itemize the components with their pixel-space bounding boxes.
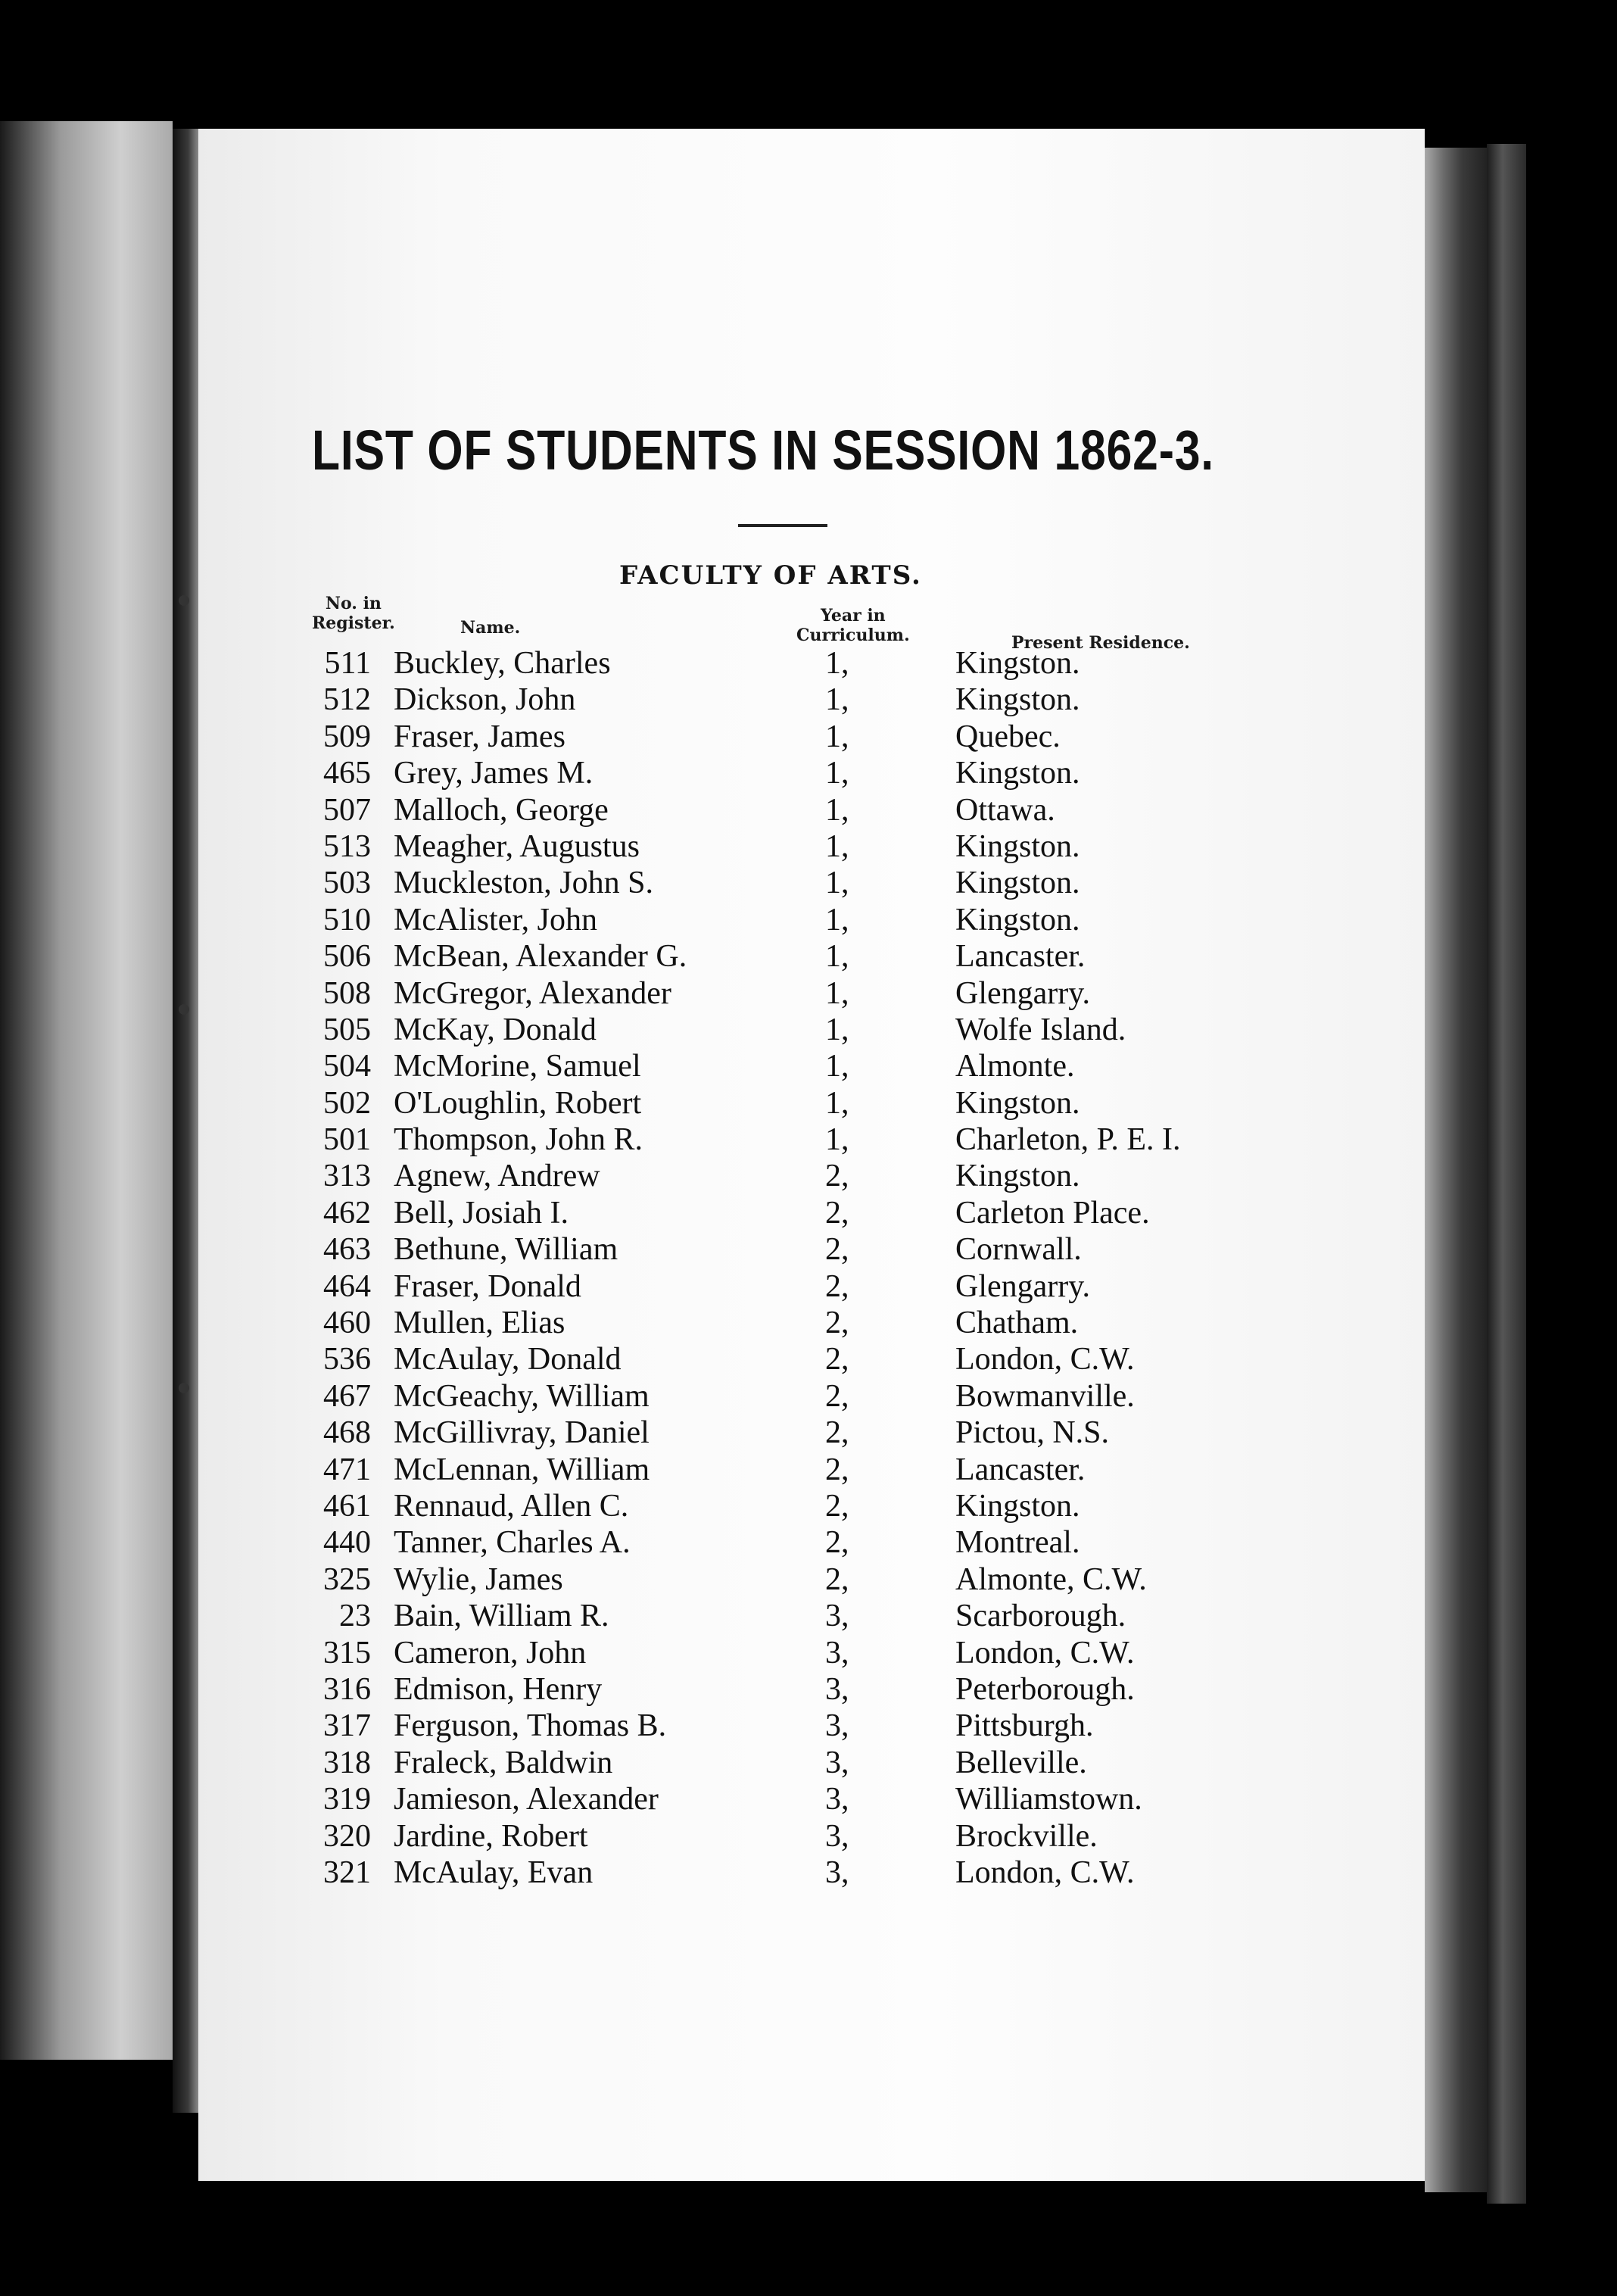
curriculum-year: 3, (825, 1671, 849, 1707)
present-residence: Kingston. (955, 646, 1080, 681)
column-header-year (796, 606, 910, 645)
curriculum-year: 1, (825, 1049, 849, 1084)
present-residence: Belleville. (955, 1745, 1087, 1780)
curriculum-year: 1, (825, 1012, 849, 1047)
present-residence: Lancaster. (955, 939, 1086, 975)
curriculum-year: 2, (825, 1561, 849, 1597)
register-number: 23 (339, 1599, 371, 1634)
page-edges (1425, 148, 1487, 2192)
student-row (303, 1085, 1287, 1121)
header-number-line1: No. in (325, 594, 382, 613)
curriculum-year: 2, (825, 1159, 849, 1194)
curriculum-year: 1, (825, 682, 849, 718)
student-name: Bain, William R. (394, 1599, 609, 1634)
curriculum-year: 2, (825, 1232, 849, 1268)
register-number: 440 (323, 1525, 371, 1561)
curriculum-year: 1, (825, 1122, 849, 1158)
register-number: 315 (323, 1635, 371, 1671)
student-row (303, 1341, 1287, 1377)
register-number: 512 (323, 682, 371, 718)
student-row (303, 865, 1287, 901)
present-residence: Kingston. (955, 866, 1080, 901)
present-residence: Lancaster. (955, 1452, 1086, 1487)
student-row (303, 1378, 1287, 1415)
present-residence: Brockville. (955, 1818, 1098, 1854)
student-name: Bell, Josiah I. (394, 1195, 569, 1231)
register-number: 319 (323, 1782, 371, 1817)
curriculum-year: 2, (825, 1306, 849, 1341)
curriculum-year: 3, (825, 1635, 849, 1671)
register-number: 507 (323, 792, 371, 828)
binding-hole (179, 1004, 189, 1015)
binding-hole (179, 1383, 189, 1393)
student-row (303, 1524, 1287, 1561)
student-row (303, 1231, 1287, 1268)
student-row (303, 1305, 1287, 1341)
header-year-line1: Year in (821, 606, 886, 625)
present-residence: Quebec. (955, 719, 1061, 754)
student-row (303, 1195, 1287, 1231)
student-row (303, 755, 1287, 791)
present-residence: Carleton Place. (955, 1195, 1150, 1231)
student-name: McAlister, John (394, 902, 597, 937)
register-number: 506 (323, 939, 371, 975)
student-row (303, 682, 1287, 718)
curriculum-year: 1, (825, 939, 849, 975)
student-row (303, 1708, 1287, 1744)
student-row (303, 938, 1287, 975)
register-number: 468 (323, 1415, 371, 1451)
register-number: 467 (323, 1378, 371, 1414)
register-number: 510 (323, 902, 371, 937)
student-name: Edmison, Henry (394, 1671, 603, 1707)
student-name: Ferguson, Thomas B. (394, 1708, 667, 1744)
register-number: 501 (323, 1122, 371, 1158)
student-row (303, 1048, 1287, 1084)
student-row (303, 1561, 1287, 1598)
register-number: 511 (324, 646, 371, 681)
present-residence: Wolfe Island. (955, 1012, 1126, 1047)
student-name: O'Loughlin, Robert (394, 1085, 642, 1121)
curriculum-year: 2, (825, 1378, 849, 1414)
title-rule (738, 524, 827, 527)
student-name: McLennan, William (394, 1452, 650, 1487)
student-name: McGeachy, William (394, 1378, 650, 1414)
register-number: 461 (323, 1488, 371, 1524)
register-number: 317 (323, 1708, 371, 1744)
present-residence: London, C.W. (955, 1635, 1135, 1671)
curriculum-year: 3, (825, 1745, 849, 1780)
student-row (303, 792, 1287, 828)
student-row (303, 645, 1287, 682)
present-residence: Almonte. (955, 1049, 1075, 1084)
student-name: Mullen, Elias (394, 1306, 565, 1341)
student-name: Agnew, Andrew (394, 1159, 600, 1194)
present-residence: Glengarry. (955, 1268, 1091, 1304)
curriculum-year: 1, (825, 1085, 849, 1121)
register-number: 313 (323, 1159, 371, 1194)
student-row (303, 1452, 1287, 1488)
column-header-residence: Present Residence. (1011, 633, 1190, 653)
section-heading: FACULTY OF ARTS. (619, 560, 922, 591)
curriculum-year: 2, (825, 1415, 849, 1451)
header-year-line2: Curriculum. (796, 625, 910, 645)
present-residence: Montreal. (955, 1525, 1080, 1561)
student-name: Jamieson, Alexander (394, 1782, 659, 1817)
curriculum-year: 2, (825, 1452, 849, 1487)
register-number: 536 (323, 1342, 371, 1377)
curriculum-year: 1, (825, 756, 849, 791)
curriculum-year: 1, (825, 828, 849, 864)
student-name: Fraser, Donald (394, 1268, 581, 1304)
present-residence: Kingston. (955, 828, 1080, 864)
student-row (303, 1818, 1287, 1855)
student-name: Fraleck, Baldwin (394, 1745, 613, 1780)
student-row (303, 1121, 1287, 1158)
curriculum-year: 3, (825, 1818, 849, 1854)
student-row (303, 1635, 1287, 1671)
register-number: 509 (323, 719, 371, 754)
present-residence: Kingston. (955, 1085, 1080, 1121)
present-residence: Bowmanville. (955, 1378, 1135, 1414)
present-residence: Pictou, N.S. (955, 1415, 1110, 1451)
present-residence: London, C.W. (955, 1342, 1135, 1377)
register-number: 463 (323, 1232, 371, 1268)
student-name: Tanner, Charles A. (394, 1525, 631, 1561)
student-row (303, 828, 1287, 865)
curriculum-year: 3, (825, 1782, 849, 1817)
column-header-name: Name. (460, 618, 521, 638)
student-row (303, 1745, 1287, 1781)
present-residence: Kingston. (955, 1488, 1080, 1524)
student-row (303, 1268, 1287, 1305)
present-residence: Chatham. (955, 1306, 1079, 1341)
student-row (303, 1855, 1287, 1891)
curriculum-year: 2, (825, 1195, 849, 1231)
register-number: 460 (323, 1306, 371, 1341)
student-name: Grey, James M. (394, 756, 594, 791)
student-name: Fraser, James (394, 719, 565, 754)
register-number: 503 (323, 866, 371, 901)
curriculum-year: 1, (825, 719, 849, 754)
student-name: Buckley, Charles (394, 646, 611, 681)
curriculum-year: 1, (825, 792, 849, 828)
register-number: 318 (323, 1745, 371, 1780)
student-row (303, 1671, 1287, 1708)
student-name: McBean, Alexander G. (394, 939, 687, 975)
curriculum-year: 3, (825, 1708, 849, 1744)
register-number: 320 (323, 1818, 371, 1854)
register-number: 505 (323, 1012, 371, 1047)
register-number: 325 (323, 1561, 371, 1597)
student-name: McKay, Donald (394, 1012, 597, 1047)
present-residence: Kingston. (955, 756, 1080, 791)
curriculum-year: 1, (825, 975, 849, 1011)
student-name: Dickson, John (394, 682, 576, 718)
register-number: 502 (323, 1085, 371, 1121)
student-name: Meagher, Augustus (394, 828, 640, 864)
student-name: McAulay, Donald (394, 1342, 622, 1377)
student-name: Jardine, Robert (394, 1818, 588, 1854)
student-row (303, 719, 1287, 755)
present-residence: Almonte, C.W. (955, 1561, 1147, 1597)
student-name: McGregor, Alexander (394, 975, 671, 1011)
student-list (303, 645, 1287, 1891)
curriculum-year: 2, (825, 1525, 849, 1561)
register-number: 471 (323, 1452, 371, 1487)
present-residence: Williamstown. (955, 1782, 1142, 1817)
register-number: 465 (323, 756, 371, 791)
curriculum-year: 2, (825, 1268, 849, 1304)
student-name: McMorine, Samuel (394, 1049, 641, 1084)
student-row (303, 902, 1287, 938)
student-row (303, 1415, 1287, 1451)
curriculum-year: 1, (825, 646, 849, 681)
student-name: Cameron, John (394, 1635, 587, 1671)
binding-fold (173, 129, 198, 2113)
book-cover-edge (1487, 144, 1526, 2204)
present-residence: Pittsburgh. (955, 1708, 1094, 1744)
header-number-line2: Register. (312, 613, 395, 633)
student-name: Bethune, William (394, 1232, 618, 1268)
student-row (303, 1158, 1287, 1194)
curriculum-year: 1, (825, 902, 849, 937)
present-residence: Cornwall. (955, 1232, 1082, 1268)
present-residence: Charleton, P. E. I. (955, 1122, 1181, 1158)
student-name: Wylie, James (394, 1561, 563, 1597)
register-number: 462 (323, 1195, 371, 1231)
register-number: 508 (323, 975, 371, 1011)
binding-hole (179, 595, 189, 606)
present-residence: London, C.W. (955, 1855, 1135, 1890)
register-number: 464 (323, 1268, 371, 1304)
curriculum-year: 2, (825, 1342, 849, 1377)
student-row (303, 1012, 1287, 1048)
present-residence: Ottawa. (955, 792, 1055, 828)
student-row (303, 975, 1287, 1012)
student-name: McGillivray, Daniel (394, 1415, 650, 1451)
student-name: Malloch, George (394, 792, 609, 828)
student-name: Rennaud, Allen C. (394, 1488, 629, 1524)
present-residence: Kingston. (955, 902, 1080, 937)
register-number: 316 (323, 1671, 371, 1707)
register-number: 321 (323, 1855, 371, 1890)
column-header-number (312, 594, 395, 633)
page-title: LIST OF STUDENTS IN SESSION 1862-3. (312, 419, 1214, 482)
register-number: 504 (323, 1049, 371, 1084)
present-residence: Glengarry. (955, 975, 1091, 1011)
present-residence: Scarborough. (955, 1599, 1126, 1634)
student-row (303, 1488, 1287, 1524)
student-name: Thompson, John R. (394, 1122, 643, 1158)
student-row (303, 1781, 1287, 1817)
curriculum-year: 2, (825, 1488, 849, 1524)
left-page-sliver (0, 121, 173, 2060)
curriculum-year: 3, (825, 1855, 849, 1890)
curriculum-year: 3, (825, 1599, 849, 1634)
register-number: 513 (323, 828, 371, 864)
curriculum-year: 1, (825, 866, 849, 901)
student-row (303, 1598, 1287, 1634)
student-name: Muckleston, John S. (394, 866, 654, 901)
present-residence: Kingston. (955, 682, 1080, 718)
present-residence: Peterborough. (955, 1671, 1135, 1707)
present-residence: Kingston. (955, 1159, 1080, 1194)
student-name: McAulay, Evan (394, 1855, 594, 1890)
